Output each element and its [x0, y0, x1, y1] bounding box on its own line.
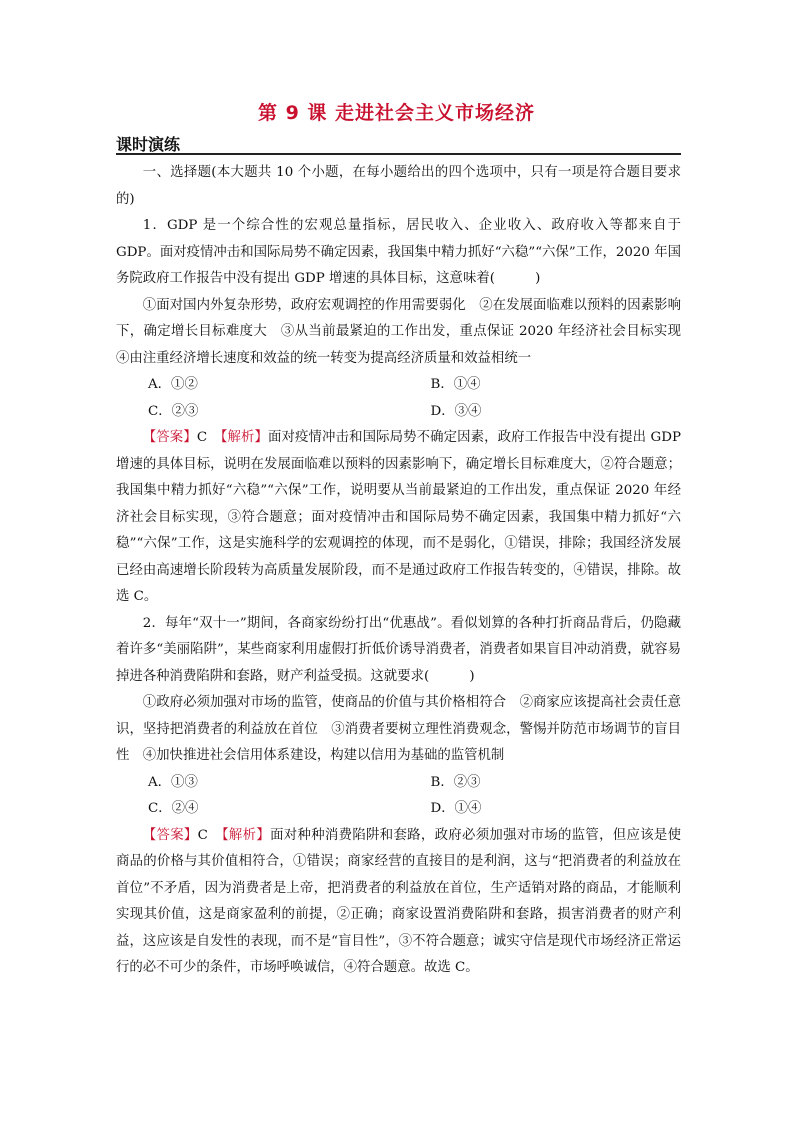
section-intro: 一、选择题(本大题共 10 个小题，在每小题给出的四个选项中，只有一项是符合题目要求的)	[116, 165, 681, 207]
section-heading: 课时演练	[116, 135, 181, 154]
answer-analysis	[116, 425, 681, 611]
option-a: A．①③	[148, 774, 198, 790]
question-stem: 1．GDP 是一个综合性的宏观总量指标，居民收入、企业收入、政府收入等都来自于 GDP。面对疫情冲击和国际局势不确定因素，我国集中精力抓好“六稳”“六保”工作，2020 年国务院政府工作报告中没有提出 GDP 增速的具体目标，这意味着( )	[116, 218, 681, 286]
analysis-tag: 【解析】	[221, 827, 271, 843]
option-d: D．①④	[430, 801, 482, 816]
question-statements: ①面对国内外复杂形势，政府宏观调控的作用需要弱化 ②在发展面临难以预料的因素影响下，确定增长目标难度大 ③从当前最紧迫的工作出发，重点保证 2020 年经济社会目标实现 ④由注重经济增长速度和效益的统一转变为提高经济质量和效益相统一	[116, 297, 695, 366]
options-row	[116, 770, 681, 797]
option-c: C．②③	[148, 403, 199, 419]
option-b: B．②③	[430, 774, 481, 790]
question-2	[116, 611, 681, 982]
option-d: D．③④	[430, 403, 482, 419]
options-row	[116, 372, 681, 399]
option-b: B．①④	[430, 377, 481, 392]
options-row	[116, 399, 681, 426]
lesson-title: 第 9 课 走进社会主义市场经济	[257, 102, 536, 124]
analysis-text: 面对种种消费陷阱和套路，政府必须加强对市场的监管，但应该是使商品的价格与其价值相符合，①错误；商家经营的直接目的是利润，这与“把消费者的利益放在首位”不矛盾，因为消费者是上帝，把消费者的利益放在首位，生产适销对路的商品，才能顺利实现其价值，这是商家盈利的前提，②正确；商家设置消费陷阱和套路，损害消费者的财产利益，这应该是自发性的表现，而不是“盲目性”，③不符合题意；诚实守信是现代市场经济正常运行的必不可少的条件，市场呼唤诚信，④符合题意。故选 C。	[116, 827, 682, 975]
question-1	[116, 213, 695, 611]
answer-value: C	[196, 430, 208, 445]
analysis-text: 面对疫情冲击和国际局势不确定因素，政府工作报告中没有提出 GDP 增速的具体目标，说明在发展面临难以预料的因素影响下，确定增长目标难度大，②符合题意；我国集中精力抓好“六稳”“六保”工作，说明要从当前最紧迫的工作出发，重点保证 2020 年经济社会目标实现，③符合题意；面对疫情冲击和国际局势不确定因素，我国集中精力抓好“六稳”“六保”工作，这是实施科学的宏观调控的体现，而不是弱化，①错误，排除；我国经济发展已经由高速增长阶段转为高质量发展阶段，而不是通过政府工作报告转变的，④错误，排除。故选 C。	[116, 430, 682, 604]
answer-analysis	[116, 823, 681, 982]
answer-tag: 【答案】	[142, 827, 198, 843]
heading-rule	[116, 153, 681, 155]
options-row	[116, 796, 681, 823]
option-c: C．②④	[148, 801, 199, 816]
document-body	[116, 160, 695, 982]
answer-value: C	[197, 827, 208, 843]
analysis-tag: 【解析】	[220, 430, 269, 445]
answer-tag: 【答案】	[142, 430, 197, 445]
option-a: A．①②	[148, 377, 198, 392]
question-statements: ①政府必须加强对市场的监管，使商品的价值与其价格相符合 ②商家应该提高社会责任意识，坚持把消费者的利益放在首位 ③消费者要树立理性消费观念，警惕并防范市场调节的盲目性 ④加快推进社会信用体系建设，构建以信用为基础的监管机制	[116, 695, 681, 763]
question-stem: 2．每年“双十一”期间，各商家纷纷打出“优惠战”。看似划算的各种打折商品背后，仍隐藏着许多“美丽陷阱”，某些商家利用虚假打折低价诱导消费者，消费者如果盲目冲动消费，就容易掉进各种消费陷阱和套路，财产利益受损。这就要求( )	[116, 615, 681, 684]
